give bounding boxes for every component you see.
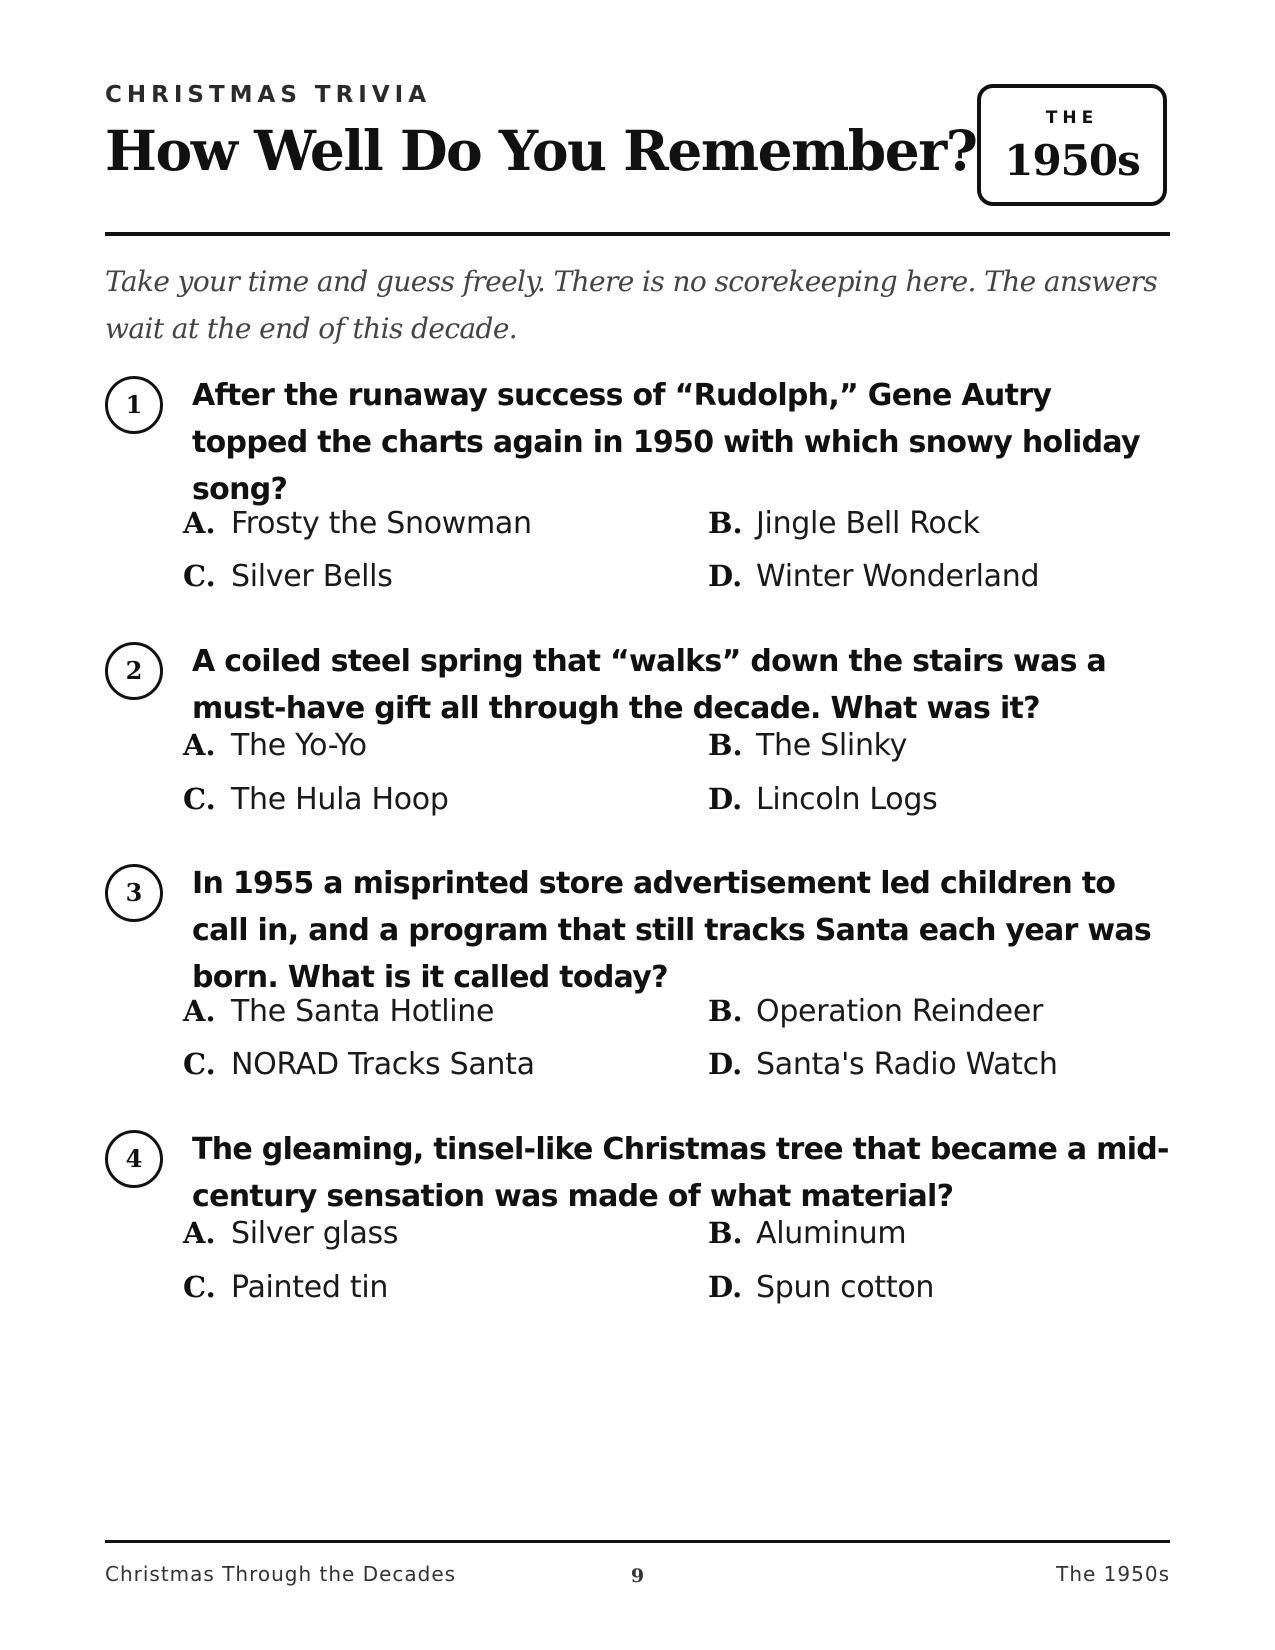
option-text: Frosty the Snowman bbox=[231, 506, 532, 541]
option-c bbox=[183, 779, 449, 819]
option-c bbox=[183, 1044, 535, 1084]
question-number-badge: 1 bbox=[105, 376, 163, 434]
option-text: The Yo-Yo bbox=[231, 728, 367, 763]
option-letter: A. bbox=[183, 728, 216, 762]
section-kicker: CHRISTMAS TRIVIA bbox=[105, 82, 432, 108]
option-letter: C. bbox=[183, 559, 216, 593]
option-a bbox=[183, 991, 494, 1031]
option-letter: B. bbox=[708, 506, 743, 540]
option-text: Winter Wonderland bbox=[756, 559, 1040, 594]
option-letter: D. bbox=[708, 1270, 743, 1304]
option-letter: C. bbox=[183, 1047, 216, 1081]
option-text: The Santa Hotline bbox=[231, 994, 495, 1029]
question-text: The gleaming, tinsel-like Christmas tree that became a mid-century sensation was made of what material? bbox=[192, 1132, 1169, 1214]
option-b bbox=[708, 503, 980, 543]
option-d bbox=[708, 1267, 934, 1307]
question-number-badge: 2 bbox=[105, 642, 163, 700]
option-text: Silver Bells bbox=[231, 559, 393, 594]
option-text: Santa's Radio Watch bbox=[756, 1047, 1058, 1082]
option-text: NORAD Tracks Santa bbox=[231, 1047, 535, 1082]
option-b bbox=[708, 1213, 906, 1253]
option-b bbox=[708, 991, 1043, 1031]
option-text: Silver glass bbox=[231, 1216, 399, 1251]
option-letter: D. bbox=[708, 1047, 743, 1081]
footer-book-title: Christmas Through the Decades bbox=[105, 1562, 457, 1586]
option-a bbox=[183, 1213, 398, 1253]
question-text: A coiled steel spring that “walks” down the stairs was a must-have gift all through the decade. What was it? bbox=[192, 644, 1107, 726]
option-d bbox=[708, 779, 937, 819]
option-letter: A. bbox=[183, 994, 216, 1028]
option-letter: B. bbox=[708, 994, 743, 1028]
decade-badge-the: THE bbox=[1045, 108, 1099, 128]
option-c bbox=[183, 556, 393, 596]
question-text: In 1955 a misprinted store advertisement led children to call in, and a program that still tracks Santa each year was born. What is it called today? bbox=[192, 866, 1152, 995]
option-letter: D. bbox=[708, 782, 743, 816]
option-text: The Hula Hoop bbox=[231, 782, 449, 817]
intro-text: Take your time and guess freely. There is no scorekeeping here. The answers wait at the end of this decade. bbox=[105, 265, 1158, 345]
option-letter: C. bbox=[183, 1270, 216, 1304]
decade-badge bbox=[977, 84, 1167, 206]
option-text: Painted tin bbox=[231, 1270, 389, 1305]
question-number-badge: 3 bbox=[105, 864, 163, 922]
option-d bbox=[708, 1044, 1058, 1084]
trivia-page bbox=[105, 0, 1170, 1650]
option-letter: B. bbox=[708, 728, 743, 762]
option-letter: D. bbox=[708, 559, 743, 593]
option-text: Jingle Bell Rock bbox=[756, 506, 980, 541]
question-number-badge: 4 bbox=[105, 1130, 163, 1188]
option-a bbox=[183, 725, 367, 765]
option-letter: A. bbox=[183, 1216, 216, 1250]
option-letter: A. bbox=[183, 506, 216, 540]
footer-section-title: The 1950s bbox=[1056, 1562, 1170, 1586]
option-text: The Slinky bbox=[756, 728, 908, 763]
question-text: After the runaway success of “Rudolph,” Gene Autry topped the charts again in 1950 with which snowy holiday song? bbox=[192, 378, 1140, 507]
option-text: Aluminum bbox=[756, 1216, 907, 1251]
footer-divider bbox=[105, 1540, 1170, 1543]
footer-page-number: 9 bbox=[630, 1565, 645, 1587]
option-text: Spun cotton bbox=[756, 1270, 935, 1305]
option-b bbox=[708, 725, 907, 765]
option-d bbox=[708, 556, 1039, 596]
option-letter: B. bbox=[708, 1216, 743, 1250]
option-letter: C. bbox=[183, 782, 216, 816]
header-divider bbox=[105, 232, 1170, 236]
option-text: Operation Reindeer bbox=[756, 994, 1044, 1029]
decade-badge-year: 1950s bbox=[1004, 136, 1140, 185]
page-title: How Well Do You Remember? bbox=[105, 118, 977, 183]
option-c bbox=[183, 1267, 388, 1307]
option-a bbox=[183, 503, 532, 543]
option-text: Lincoln Logs bbox=[756, 782, 938, 817]
